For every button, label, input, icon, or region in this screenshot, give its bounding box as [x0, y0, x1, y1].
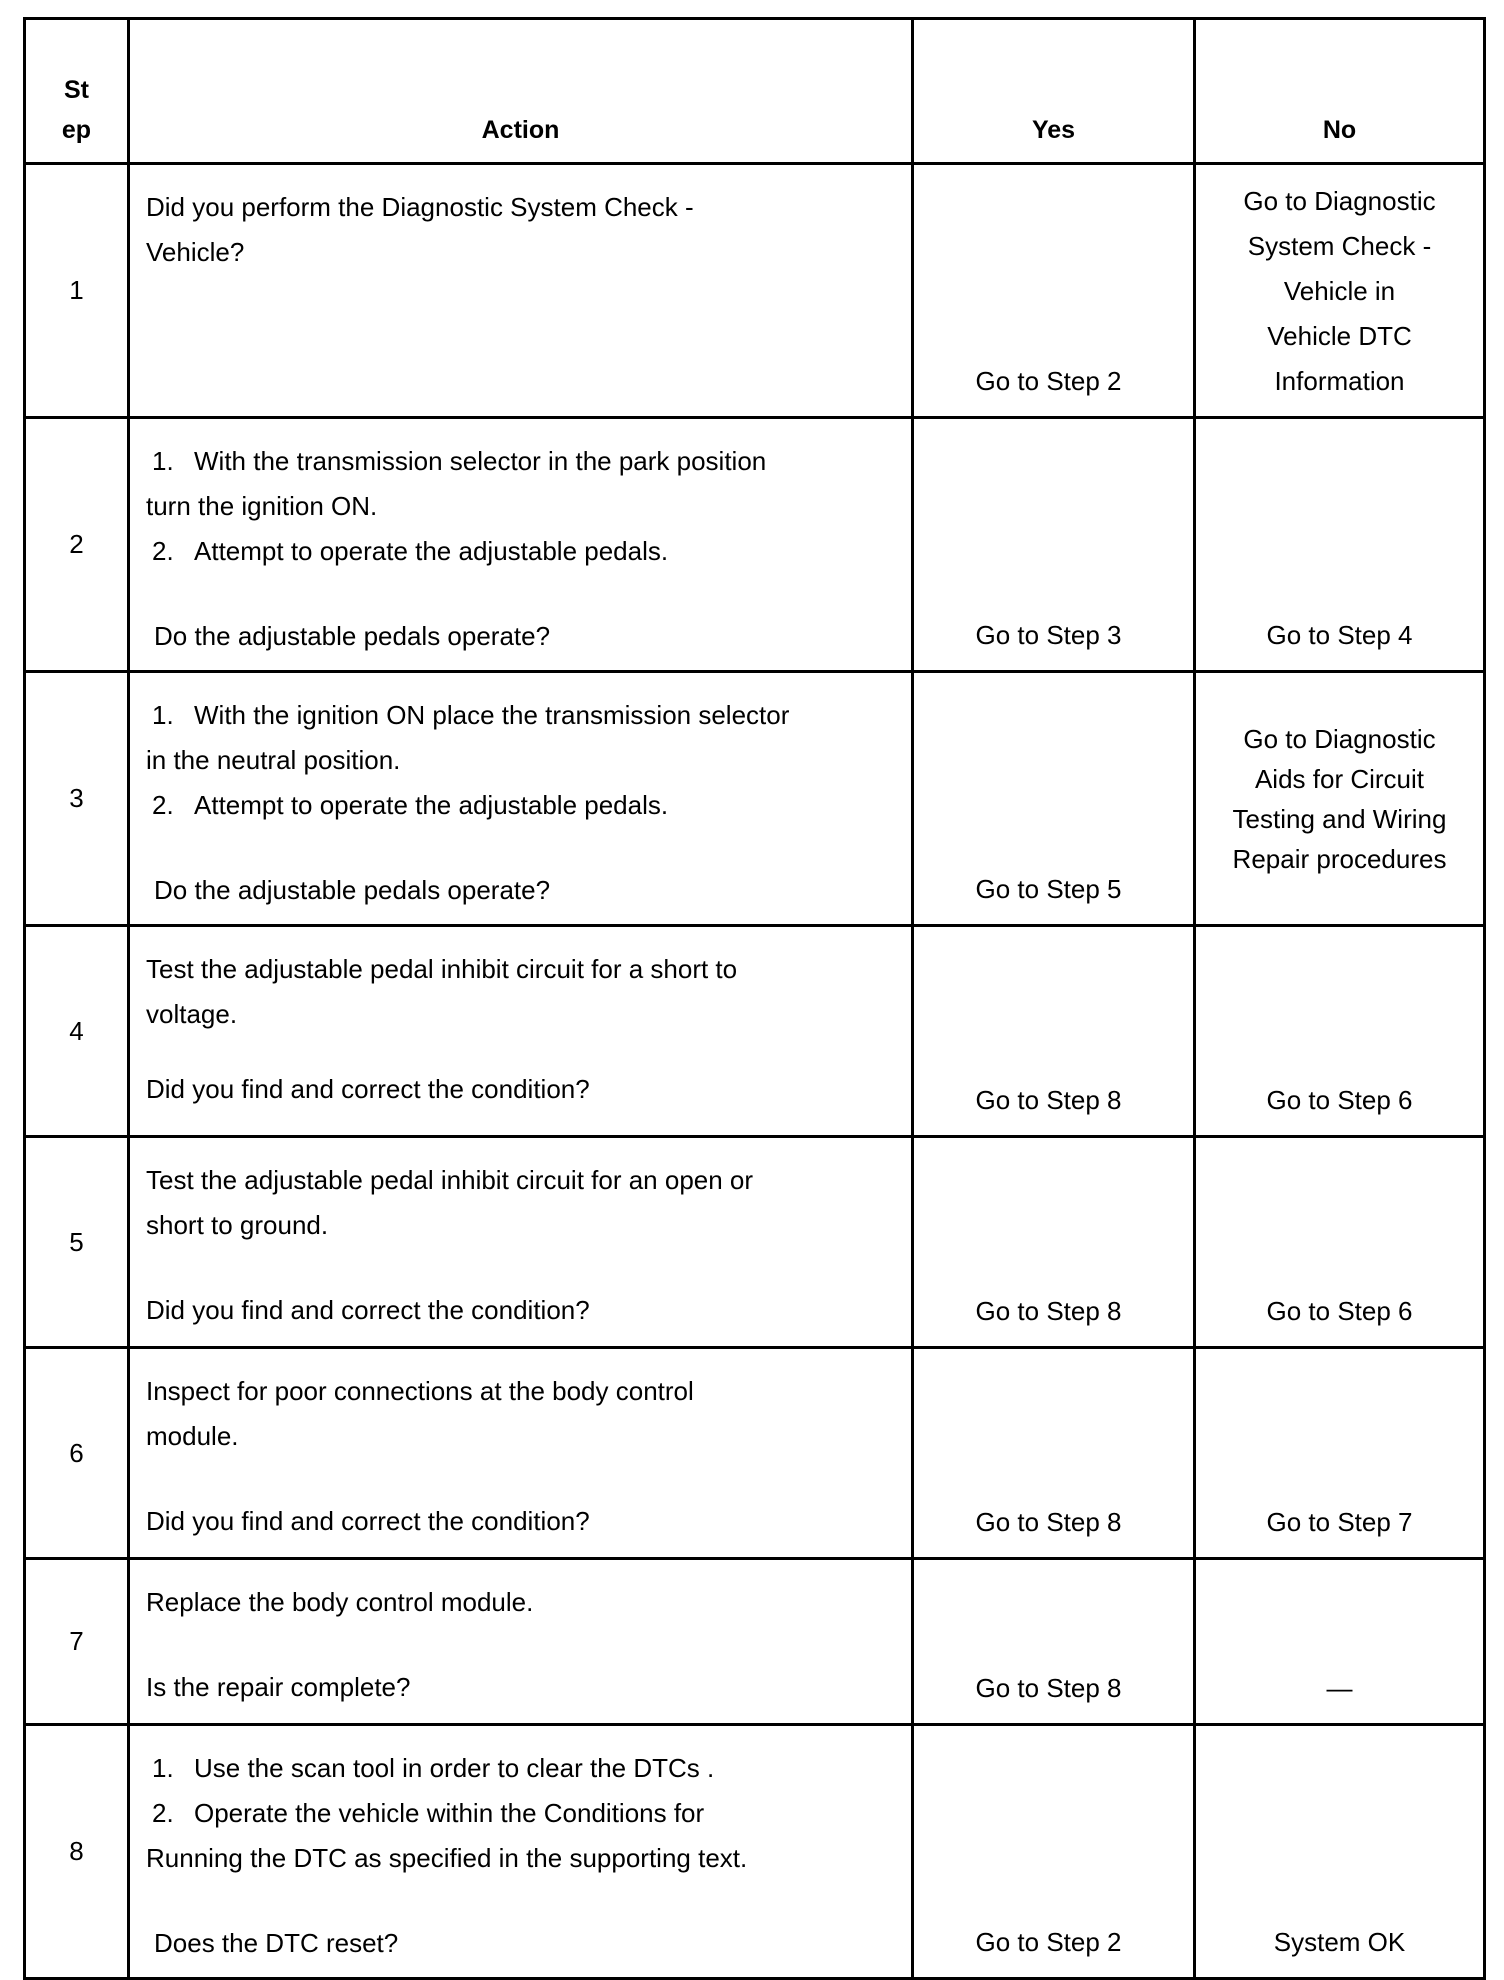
question-text: Did you find and correct the condition? [146, 1074, 590, 1104]
table-row [25, 164, 1485, 418]
item-number: 2. [152, 536, 174, 566]
item-number: 1. [152, 1753, 174, 1783]
action-text: voltage. [146, 999, 238, 1029]
spacer [146, 1037, 903, 1067]
table-row [25, 926, 1485, 1137]
action-text: Inspect for poor connections at the body control [146, 1376, 694, 1406]
no-text: Testing and Wiring [1232, 803, 1447, 834]
question-text: Do the adjustable pedals operate? [154, 875, 551, 905]
table-row [25, 1137, 1485, 1348]
yes-cell: Go to Step 2 [913, 1725, 1195, 1979]
no-cell: Go to Step 6 [1195, 926, 1485, 1137]
step-number: 4 [25, 926, 129, 1137]
action-cell [129, 1559, 913, 1725]
no-text: System Check - [1247, 231, 1432, 261]
spacer [146, 1459, 903, 1499]
step-number: 2 [25, 418, 129, 672]
item-text: Attempt to operate the adjustable pedals. [194, 536, 669, 566]
no-text: Vehicle DTC [1267, 321, 1412, 351]
yes-cell: Go to Step 8 [913, 1559, 1195, 1725]
question-text: Did you find and correct the condition? [146, 1295, 590, 1325]
no-cell [1195, 164, 1485, 418]
item-continuation: turn the ignition ON. [146, 491, 378, 521]
numbered-item [146, 439, 903, 484]
table-row [25, 1559, 1485, 1725]
spacer [146, 1625, 903, 1665]
no-text: Go to Diagnostic [1243, 186, 1436, 216]
action-cell [129, 164, 913, 418]
no-cell: Go to Step 4 [1195, 418, 1485, 672]
action-text: Vehicle? [146, 237, 245, 267]
yes-cell: Go to Step 5 [913, 672, 1195, 926]
action-text: Test the adjustable pedal inhibit circuit for an open or [146, 1165, 754, 1195]
item-continuation: Running the DTC as specified in the supporting text. [146, 1843, 748, 1873]
step-number: 8 [25, 1725, 129, 1979]
yes-cell: Go to Step 3 [913, 418, 1195, 672]
table-row [25, 1348, 1485, 1559]
no-text: Aids for Circuit [1254, 763, 1425, 794]
numbered-item [146, 529, 903, 574]
no-text: Repair procedures [1232, 843, 1447, 874]
item-number: 2. [152, 790, 174, 820]
action-text: module. [146, 1421, 239, 1451]
yes-cell: Go to Step 8 [913, 1137, 1195, 1348]
question-text: Do the adjustable pedals operate? [154, 621, 551, 651]
spacer [146, 1881, 903, 1921]
header-yes: Yes [913, 19, 1195, 164]
spacer [146, 1248, 903, 1288]
action-cell [129, 1725, 913, 1979]
step-number: 7 [25, 1559, 129, 1725]
no-text: Go to Diagnostic [1243, 723, 1436, 754]
header-action: Action [129, 19, 913, 164]
action-text: Test the adjustable pedal inhibit circuit for a short to [146, 954, 738, 984]
no-text: Information [1274, 366, 1405, 396]
header-no: No [1195, 19, 1485, 164]
step-number: 6 [25, 1348, 129, 1559]
action-text: short to ground. [146, 1210, 329, 1240]
no-cell: Go to Step 7 [1195, 1348, 1485, 1559]
yes-cell: Go to Step 2 [913, 164, 1195, 418]
step-number: 5 [25, 1137, 129, 1348]
no-cell: Go to Step 6 [1195, 1137, 1485, 1348]
step-number: 1 [25, 164, 129, 418]
table-row [25, 418, 1485, 672]
question-text: Is the repair complete? [146, 1672, 411, 1702]
step-number: 3 [25, 672, 129, 926]
header-row [25, 19, 1485, 164]
numbered-item [146, 1746, 903, 1791]
header-step: St ep [25, 19, 129, 164]
item-text: With the transmission selector in the park position [194, 446, 767, 476]
item-number: 1. [152, 700, 174, 730]
table-row [25, 672, 1485, 926]
no-cell [1195, 672, 1485, 926]
action-text: Replace the body control module. [146, 1587, 534, 1617]
yes-cell: Go to Step 8 [913, 926, 1195, 1137]
action-cell [129, 418, 913, 672]
item-continuation: in the neutral position. [146, 745, 401, 775]
item-text: With the ignition ON place the transmission selector [194, 700, 790, 730]
action-cell [129, 1348, 913, 1559]
item-text: Attempt to operate the adjustable pedals. [194, 790, 669, 820]
numbered-item [146, 693, 903, 738]
no-cell: System OK [1195, 1725, 1485, 1979]
numbered-item [146, 1791, 903, 1836]
item-number: 1. [152, 446, 174, 476]
numbered-item [146, 783, 903, 828]
no-text: Vehicle in [1283, 276, 1396, 306]
item-text: Operate the vehicle within the Conditions for [194, 1798, 705, 1828]
item-text: Use the scan tool in order to clear the DTCs . [194, 1753, 715, 1783]
action-cell [129, 926, 913, 1137]
diagnostic-table [23, 17, 1486, 1980]
table-row [25, 1725, 1485, 1979]
spacer [146, 828, 903, 868]
item-number: 2. [152, 1798, 174, 1828]
no-cell: — [1195, 1559, 1485, 1725]
action-text: Did you perform the Diagnostic System Check - [146, 192, 694, 222]
question-text: Did you find and correct the condition? [146, 1506, 590, 1536]
yes-cell: Go to Step 8 [913, 1348, 1195, 1559]
spacer [146, 574, 903, 614]
question-text: Does the DTC reset? [154, 1928, 399, 1958]
action-cell [129, 672, 913, 926]
action-cell [129, 1137, 913, 1348]
